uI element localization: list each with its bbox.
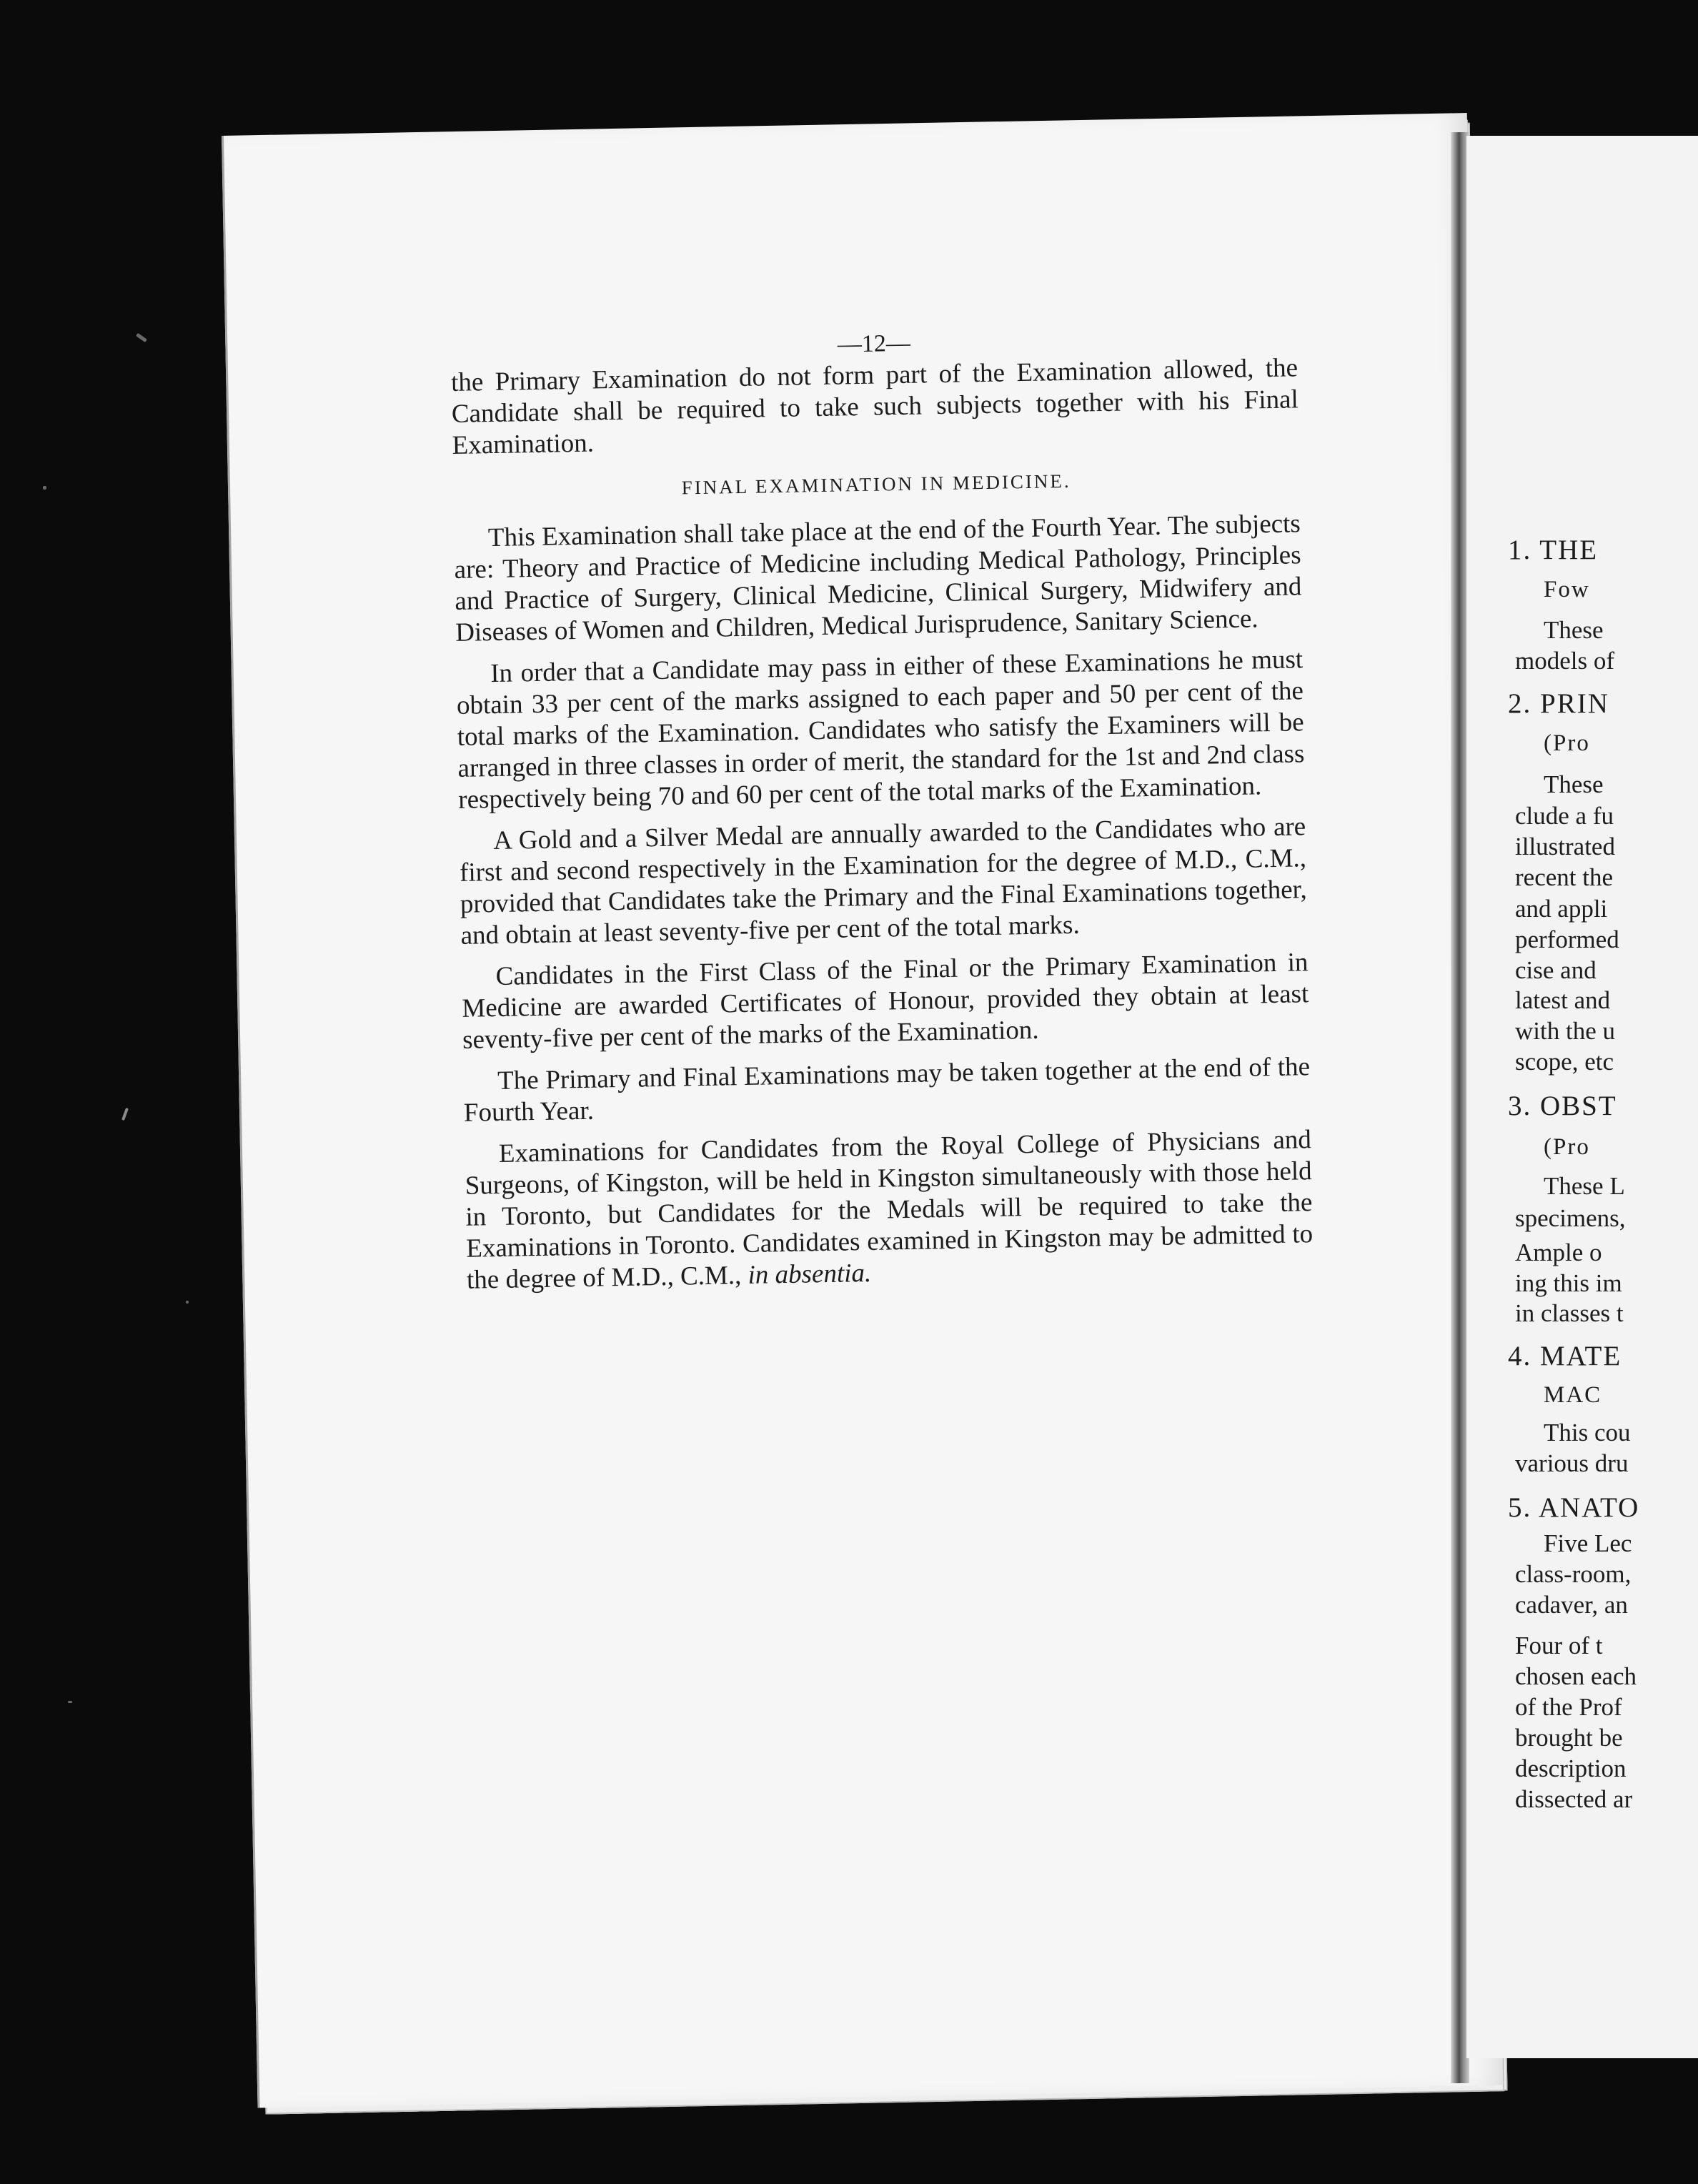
right-page-subheading: (Pro: [1544, 1134, 1590, 1160]
right-page-line: various dru: [1515, 1449, 1629, 1477]
dust-speck: [186, 1301, 189, 1304]
right-page-line: and appli: [1515, 895, 1608, 923]
right-page-line: scope, etc: [1515, 1048, 1614, 1076]
body-paragraph: In order that a Candidate may pass in either of these Examinations he must obtain 33 per cent of the marks assigned to each paper and 50 per cent of the total marks of the Examination. Candidates who satisfy the Examiners will be arranged in three classes in order of merit, the standard for the 1st and 2nd class respectively being 70 and 60 per cent of the total marks of the Examination.: [456, 645, 1305, 815]
right-page-subheading: Fow: [1544, 577, 1590, 602]
right-page-heading: 1. THE: [1508, 535, 1599, 565]
right-page-line: models of: [1515, 647, 1615, 675]
right-page-heading: 5. ANATO: [1508, 1492, 1640, 1523]
right-page-line: class-room,: [1515, 1560, 1632, 1588]
last-paragraph-text: Examinations for Candidates from the Royal College of Physicians and Surgeons, of Kingston, will be held in Kingston simultaneously with those held in Toronto, but Candidates for the Medals will be required to take the Examinations in Toronto. Candidates examined in Kingston may be admitted to the degree of M.D., C.M.,: [465, 1125, 1314, 1295]
right-page-line: recent the: [1515, 863, 1613, 891]
section-heading: FINAL EXAMINATION IN MEDICINE.: [681, 470, 1071, 499]
right-page-line: in classes t: [1515, 1299, 1624, 1327]
right-page-line: brought be: [1515, 1724, 1623, 1752]
right-page-subheading: (Pro: [1544, 730, 1590, 756]
right-page-subheading: MAC: [1544, 1382, 1602, 1408]
italic-phrase: in absentia.: [748, 1258, 872, 1290]
right-page-line: description: [1515, 1754, 1627, 1782]
right-page-line: cadaver, an: [1515, 1591, 1628, 1619]
right-page-line: This cou: [1544, 1419, 1631, 1446]
right-page-line: Ample o: [1515, 1239, 1602, 1266]
body-paragraph: A Gold and a Silver Medal are annually awarded to the Candidates who are first and second respectively in the Examination for the degree of M.D., C.M., provided that Candidates take the Primary and the Final Examinations together, and obtain at least seventy-five per cent of the total marks.: [459, 812, 1308, 950]
right-page-line: with the u: [1515, 1017, 1615, 1045]
left-page-text: [450, 321, 1314, 1306]
right-page-heading: 3. OBST: [1508, 1091, 1617, 1121]
right-page-heading: 4. MATE: [1508, 1341, 1622, 1371]
right-page-line: latest and: [1515, 986, 1611, 1014]
right-page-line: ing this im: [1515, 1269, 1622, 1297]
right-page-line: specimens,: [1515, 1204, 1626, 1232]
right-page-line: dissected ar: [1515, 1785, 1633, 1813]
body-paragraph: Candidates in the First Class of the Final or the Primary Examination in Medicine are awarded Certificates of Honour, provided they obtain at least seventy-five per cent of the marks of the Examination.: [462, 948, 1309, 1055]
right-page-line: of the Prof: [1515, 1693, 1622, 1721]
body-paragraph: This Examination shall take place at the end of the Fourth Year. The subjects are: Theory and Practice of Medicine including Medical Pathology, Principles and Practice of Surgery, Clinical Medicine, Clinical Surgery, Midwifery and Diseases of Women and Children, Medical Jurisprudence, Sanitary Science.: [454, 509, 1302, 647]
right-page-line: Five Lec: [1544, 1529, 1632, 1557]
right-page-line: These: [1544, 770, 1604, 798]
dust-speck: [121, 1108, 129, 1121]
body-paragraph-last: [465, 1124, 1314, 1296]
dust-speck: [43, 486, 46, 490]
right-page-line: Four of t: [1515, 1632, 1603, 1659]
right-page-line: illustrated: [1515, 833, 1615, 860]
page-number: —12—: [837, 329, 911, 358]
dust-speck: [136, 333, 147, 342]
body-paragraph: The Primary and Final Examinations may be taken together at the end of the Fourth Year.: [463, 1052, 1311, 1128]
right-page-line: clude a fu: [1515, 802, 1614, 830]
dust-speck: [68, 1701, 72, 1703]
right-page-line: These: [1544, 616, 1604, 644]
continuation-paragraph: the Primary Examination do not form part of the Examination allowed, the Candidate shall be required to take such subjects together with his Final Examination.: [450, 353, 1299, 460]
right-page-line: chosen each: [1515, 1662, 1637, 1690]
right-page-line: cise and: [1515, 956, 1597, 984]
right-page-line: performed: [1515, 925, 1619, 953]
right-page-line: These L: [1544, 1172, 1625, 1200]
right-page-heading: 2. PRIN: [1508, 688, 1609, 719]
